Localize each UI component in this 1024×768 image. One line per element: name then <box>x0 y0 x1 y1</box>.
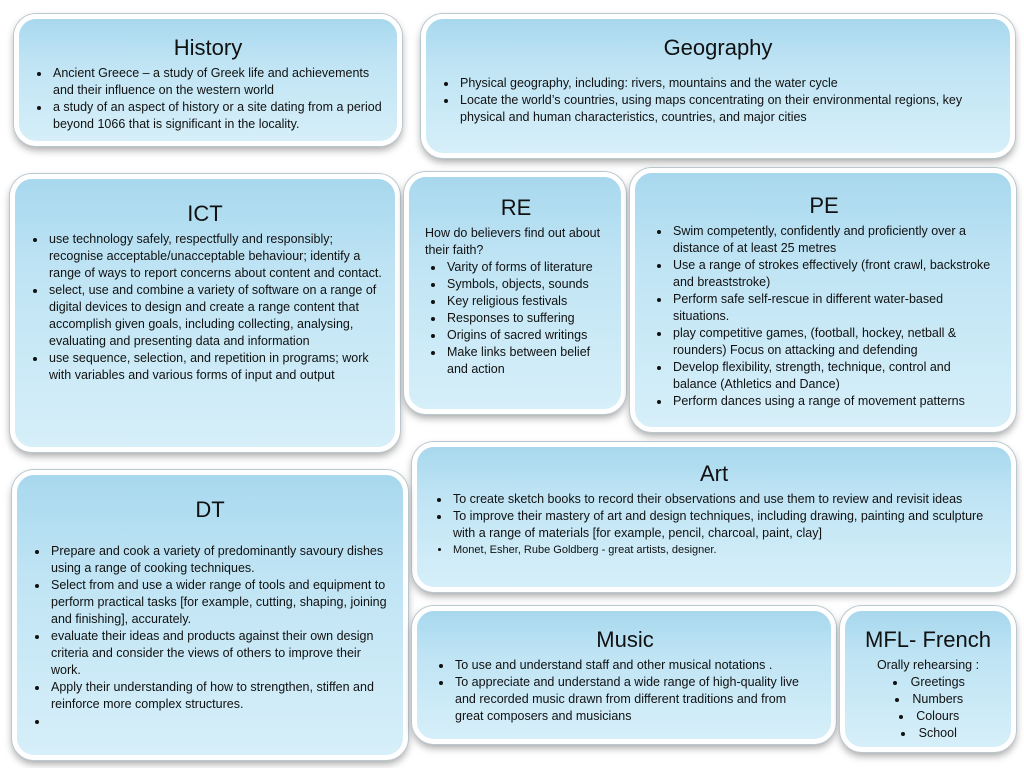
music-title: Music <box>596 627 654 652</box>
pe-list <box>651 223 997 410</box>
dt-list <box>29 543 391 730</box>
mfl-intro: Orally rehearsing : <box>876 658 980 672</box>
list-item: • Key religious festivals <box>445 293 607 310</box>
pe-title: PE <box>809 193 839 218</box>
list-item: • a study of an aspect of history or a site dating from a period beyond 1066 that is significant in the locality. <box>51 99 385 133</box>
list-item: • Make links between belief and action <box>445 344 607 378</box>
dt-title: DT <box>195 497 225 522</box>
music-card <box>412 606 836 744</box>
list-item <box>49 713 391 730</box>
list-item: • Origins of sacred writings <box>445 327 607 344</box>
geography-title: Geography <box>663 35 773 60</box>
list-item: • Perform safe self-rescue in different water-based situations. <box>671 291 997 325</box>
list-item: • play competitive games, (football, hockey, netball & rounders) Focus on attacking and defending <box>671 325 997 359</box>
list-item: • Varity of forms of literature <box>445 259 607 276</box>
art-list <box>431 491 997 542</box>
list-item: • evaluate their ideas and products against their own design criteria and consider the views of others to improve their work. <box>49 628 391 679</box>
list-item: • Locate the world’s countries, using maps concentrating on their environmental regions, key physical and human characteristics, countries, and major cities <box>458 92 998 126</box>
mfl-list <box>853 674 1003 742</box>
list-item: • To improve their mastery of art and design techniques, including drawing, painting and sculpture with a range of materials [for example, pencil, charcoal, paint, clay] <box>451 508 997 542</box>
history-list <box>31 65 385 133</box>
re-list <box>425 259 607 378</box>
art-card <box>412 442 1016 592</box>
list-item: • Ancient Greece – a study of Greek life and achievements and their influence on the western world <box>51 65 385 99</box>
mfl-title: MFL- French <box>865 627 991 652</box>
dt-card <box>12 470 408 760</box>
history-card <box>14 14 402 146</box>
art-title: Art <box>699 461 729 486</box>
re-card <box>404 172 626 414</box>
list-item: • Physical geography, including: rivers, mountains and the water cycle <box>458 75 998 92</box>
ict-card <box>10 174 400 452</box>
re-intro: How do believers find out about their faith? <box>425 226 601 257</box>
geography-card <box>421 14 1015 158</box>
list-item: • Apply their understanding of how to strengthen, stiffen and reinforce more complex structures. <box>49 679 391 713</box>
list-item: • Develop flexibility, strength, technique, control and balance (Athletics and Dance) <box>671 359 997 393</box>
list-item: • Monet, Esher, Rube Goldberg - great artists, designer. <box>451 542 997 559</box>
list-item: • Numbers <box>853 691 1003 708</box>
list-item: • Select from and use a wider range of tools and equipment to perform practical tasks [for example, cutting, shaping, joining and finishing], accurately. <box>49 577 391 628</box>
music-list <box>433 657 817 725</box>
history-title: History <box>173 35 243 60</box>
list-item: • Colours <box>853 708 1003 725</box>
list-item: • select, use and combine a variety of software on a range of digital devices to design and create a range content that accomplish given goals, including collecting, analysing, evaluating and presenting data and information <box>47 282 383 350</box>
list-item: • To create sketch books to record their observations and use them to review and revisit ideas <box>451 491 997 508</box>
geography-list <box>438 75 998 126</box>
ict-list <box>27 231 383 384</box>
list-item: • To use and understand staff and other musical notations . <box>453 657 817 674</box>
art-small-list <box>431 542 997 559</box>
list-item: • Symbols, objects, sounds <box>445 276 607 293</box>
list-item: • Swim competently, confidently and proficiently over a distance of at least 25 metres <box>671 223 997 257</box>
mfl-french-card <box>840 606 1016 752</box>
list-item: • Prepare and cook a variety of predominantly savoury dishes using a range of cooking techniques. <box>49 543 391 577</box>
pe-card <box>630 168 1016 432</box>
list-item: • Use a range of strokes effectively (front crawl, backstroke and breaststroke) <box>671 257 997 291</box>
list-item: • School <box>853 725 1003 742</box>
list-item: • use sequence, selection, and repetition in programs; work with variables and various forms of input and output <box>47 350 383 384</box>
ict-title: ICT <box>187 201 223 226</box>
list-item: • To appreciate and understand a wide range of high-quality live and recorded music drawn from different traditions and from great composers and musicians <box>453 674 817 725</box>
re-title: RE <box>500 195 532 220</box>
list-item: • Responses to suffering <box>445 310 607 327</box>
list-item: • Greetings <box>853 674 1003 691</box>
list-item: • use technology safely, respectfully and responsibly; recognise acceptable/unacceptable behaviour; identify a range of ways to report concerns about content and contact. <box>47 231 383 282</box>
list-item: • Perform dances using a range of movement patterns <box>671 393 997 410</box>
